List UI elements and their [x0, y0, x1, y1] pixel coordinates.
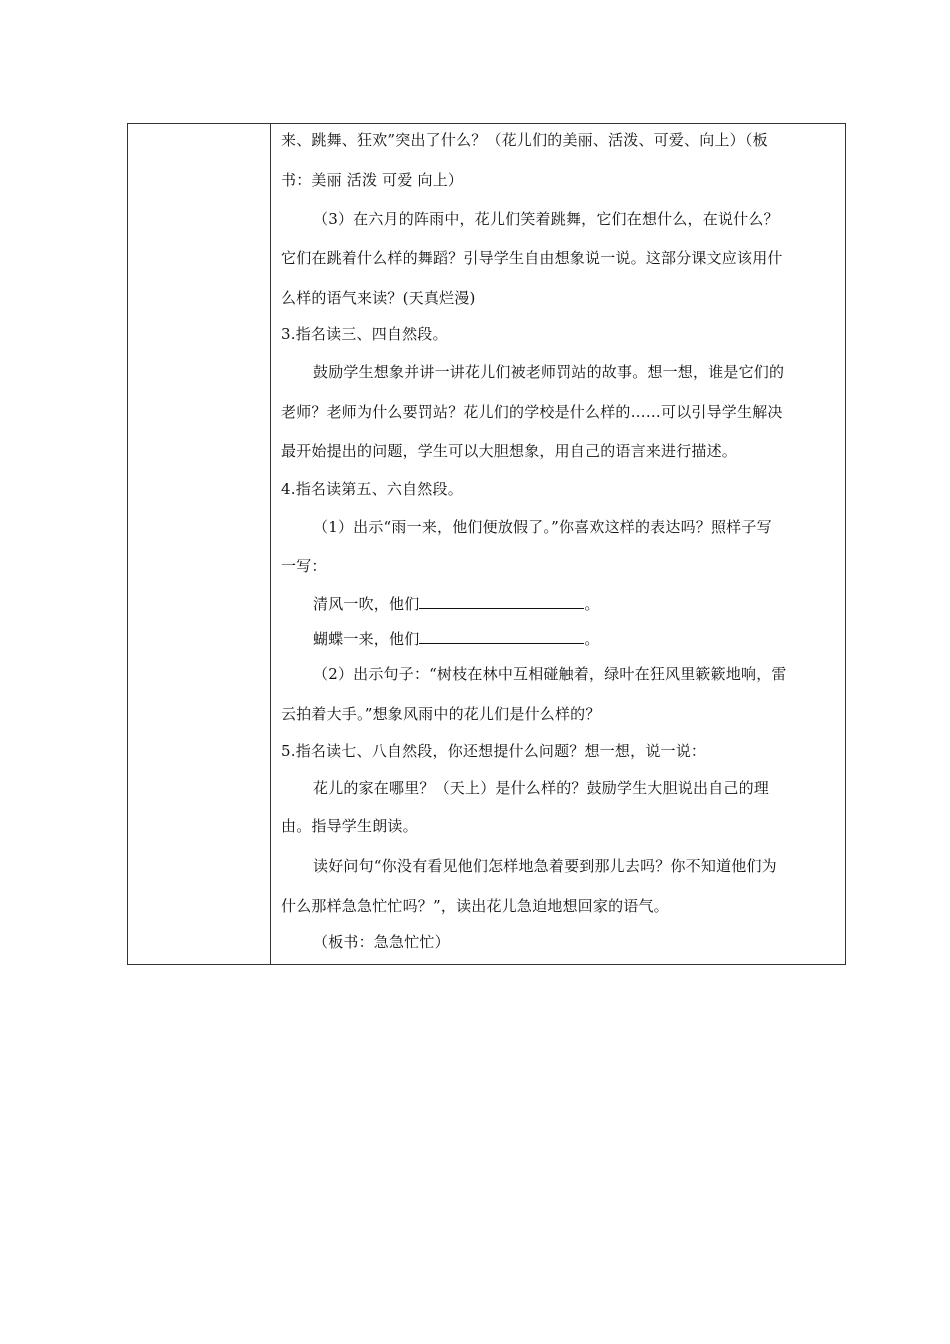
- left-column-cell: [128, 124, 271, 964]
- lesson-table: [127, 123, 846, 965]
- text-line: （3）在六月的阵雨中，花儿们笑着跳舞，它们在想什么，在说什么？: [313, 210, 779, 228]
- text-line: 什么那样急急忙忙吗？”，读出花儿急迫地想回家的语气。: [281, 897, 669, 915]
- text-line: 一写：: [281, 557, 327, 575]
- fill-blank-end: 。: [584, 595, 600, 613]
- board-note: （板书：急急忙忙）: [313, 933, 450, 951]
- fill-blank: [419, 594, 584, 609]
- text-line: 云拍着大手。”想象风雨中的花儿们是什么样的？: [281, 705, 601, 723]
- section-heading: 3.指名读三、四自然段。: [281, 325, 448, 343]
- content-cell: [271, 124, 845, 964]
- text-line: 花儿的家在哪里？（天上）是什么样的？鼓励学生大胆说出自己的理: [313, 779, 770, 797]
- text-line: 读好问句“你没有看见他们怎样地急着要到那儿去吗？你不知道他们为: [313, 857, 777, 875]
- fill-blank-prompt: 清风一吹，他们: [313, 595, 420, 613]
- fill-blank: [419, 629, 584, 644]
- fill-blank-prompt: 蝴蝶一来，他们: [313, 630, 420, 648]
- text-line: 鼓励学生想象并讲一讲花儿们被老师罚站的故事。想一想，谁是它们的: [313, 363, 785, 381]
- text-line: （1）出示“雨一来，他们便放假了。”你喜欢这样的表达吗？照样子写: [313, 518, 772, 536]
- section-heading: 4.指名读第五、六自然段。: [281, 480, 463, 498]
- text-line: 来、跳舞、狂欢”突出了什么？（花儿们的美丽、活泼、可爱、向上）（板: [281, 131, 768, 149]
- fill-blank-line: [313, 594, 600, 614]
- fill-blank-end: 。: [584, 630, 600, 648]
- section-heading: 5.指名读七、八自然段，你还想提什么问题？想一想，说一说：: [281, 742, 707, 760]
- text-line: 老师？老师为什么要罚站？花儿们的学校是什么样的……可以引导学生解决: [281, 403, 783, 421]
- text-line: 么样的语气来读？(天真烂漫): [281, 289, 476, 307]
- text-line: 由。指导学生朗读。: [281, 817, 418, 835]
- text-line: 书：美丽 活泼 可爱 向上）: [281, 171, 464, 189]
- text-line: 它们在跳着什么样的舞蹈？引导学生自由想象说一说。这部分课文应该用什: [281, 249, 783, 267]
- text-line: 最开始提出的问题，学生可以大胆想象，用自己的语言来进行描述。: [281, 442, 738, 460]
- text-line: （2）出示句子：“树枝在林中互相碰触着，绿叶在狂风里簌簌地响，雷: [313, 665, 787, 683]
- fill-blank-line: [313, 629, 600, 649]
